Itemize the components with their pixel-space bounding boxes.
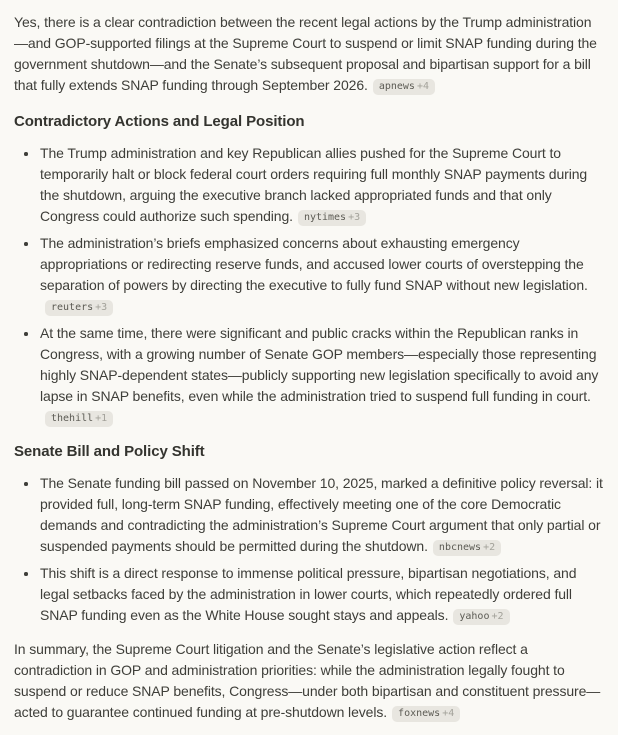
citation-source: thehill (51, 413, 94, 424)
citation-count: +3 (348, 212, 361, 223)
citation-source: foxnews (398, 708, 441, 719)
bullet-text: At the same time, there were significant and public cracks within the Republican ranks in Congress, with a growing number of Senate GOP members—especially those representing highly SNAP-dependent states—publicly supporting new legislation specifically to avoid any lapse in SNAP benefits, even while the administration tried to suspend full funding in court. (40, 325, 599, 404)
citation-badge[interactable] (373, 79, 435, 95)
citation-count: +2 (483, 542, 496, 553)
citation-badge[interactable] (298, 210, 366, 226)
citation-source: nytimes (303, 212, 347, 223)
citation-source: yahoo (459, 611, 490, 622)
list-item (40, 473, 604, 557)
bullet-list-senate-bill (14, 473, 604, 626)
citation-count: +2 (491, 611, 504, 622)
citation-source: nbcnews (438, 542, 482, 553)
section-heading-senate-bill: Senate Bill and Policy Shift (14, 443, 205, 460)
citation-badge[interactable] (392, 706, 460, 722)
citation-source: reuters (51, 302, 94, 313)
bullet-text: The administration’s briefs emphasized concerns about exhausting emergency appropriations or redirecting reserve funds, and accused lower courts of overstepping the separation of powers by directing the executive to fully fund SNAP without new legislation. (40, 235, 588, 293)
bullet-text: The Trump administration and key Republican allies pushed for the Supreme Court to temporarily halt or block federal court orders requiring full monthly SNAP payments during the shutdown, arguing the executive branch lacked appropriated funds and that only Congress could authorize such spending. (40, 145, 588, 224)
summary-paragraph (14, 639, 604, 723)
bullet-list-contradictory-actions (14, 143, 604, 428)
citation-badge[interactable] (453, 609, 509, 625)
citation-count: +4 (442, 708, 455, 719)
list-item (40, 143, 604, 227)
citation-count: +1 (95, 413, 108, 424)
list-item (40, 323, 604, 428)
citation-badge[interactable] (45, 411, 113, 427)
section-heading-contradictory-actions: Contradictory Actions and Legal Position (14, 113, 305, 130)
list-item (40, 233, 604, 317)
citation-count: +3 (95, 302, 108, 313)
intro-text: Yes, there is a clear contradiction between the recent legal actions by the Trump administration—and GOP-supported filings at the Supreme Court to suspend or limit SNAP funding during the government shutdown—and the Senate’s subsequent proposal and bipartisan support for a bill that fully extends SNAP funding through September 2026. (14, 14, 597, 93)
bullet-text: This shift is a direct response to immense political pressure, bipartisan negotiations, and legal setbacks faced by the administration in lower courts, which repeatedly ordered full SNAP funding even as the White House sought stays and appeals. (40, 565, 577, 623)
list-item (40, 563, 604, 626)
citation-source: apnews (378, 81, 415, 92)
citation-count: +4 (416, 81, 429, 92)
citation-badge[interactable] (433, 540, 501, 556)
intro-paragraph (14, 12, 604, 96)
citation-badge[interactable] (45, 300, 113, 316)
summary-text: In summary, the Supreme Court litigation and the Senate’s legislative action reflect a contradiction in GOP and administration priorities: while the administration legally fought to suspend or reduce SNAP benefits, Congress—under both bipartisan and constituent pressure—acted to guarantee continued funding at pre-shutdown levels. (14, 641, 601, 720)
bullet-text: The Senate funding bill passed on November 10, 2025, marked a definitive policy reversal: it provided full, long-term SNAP funding, effectively meeting one of the core Democratic demands and contradicting the administration’s Supreme Court argument that only partial or suspended payments should be permitted during the shutdown. (40, 475, 603, 554)
